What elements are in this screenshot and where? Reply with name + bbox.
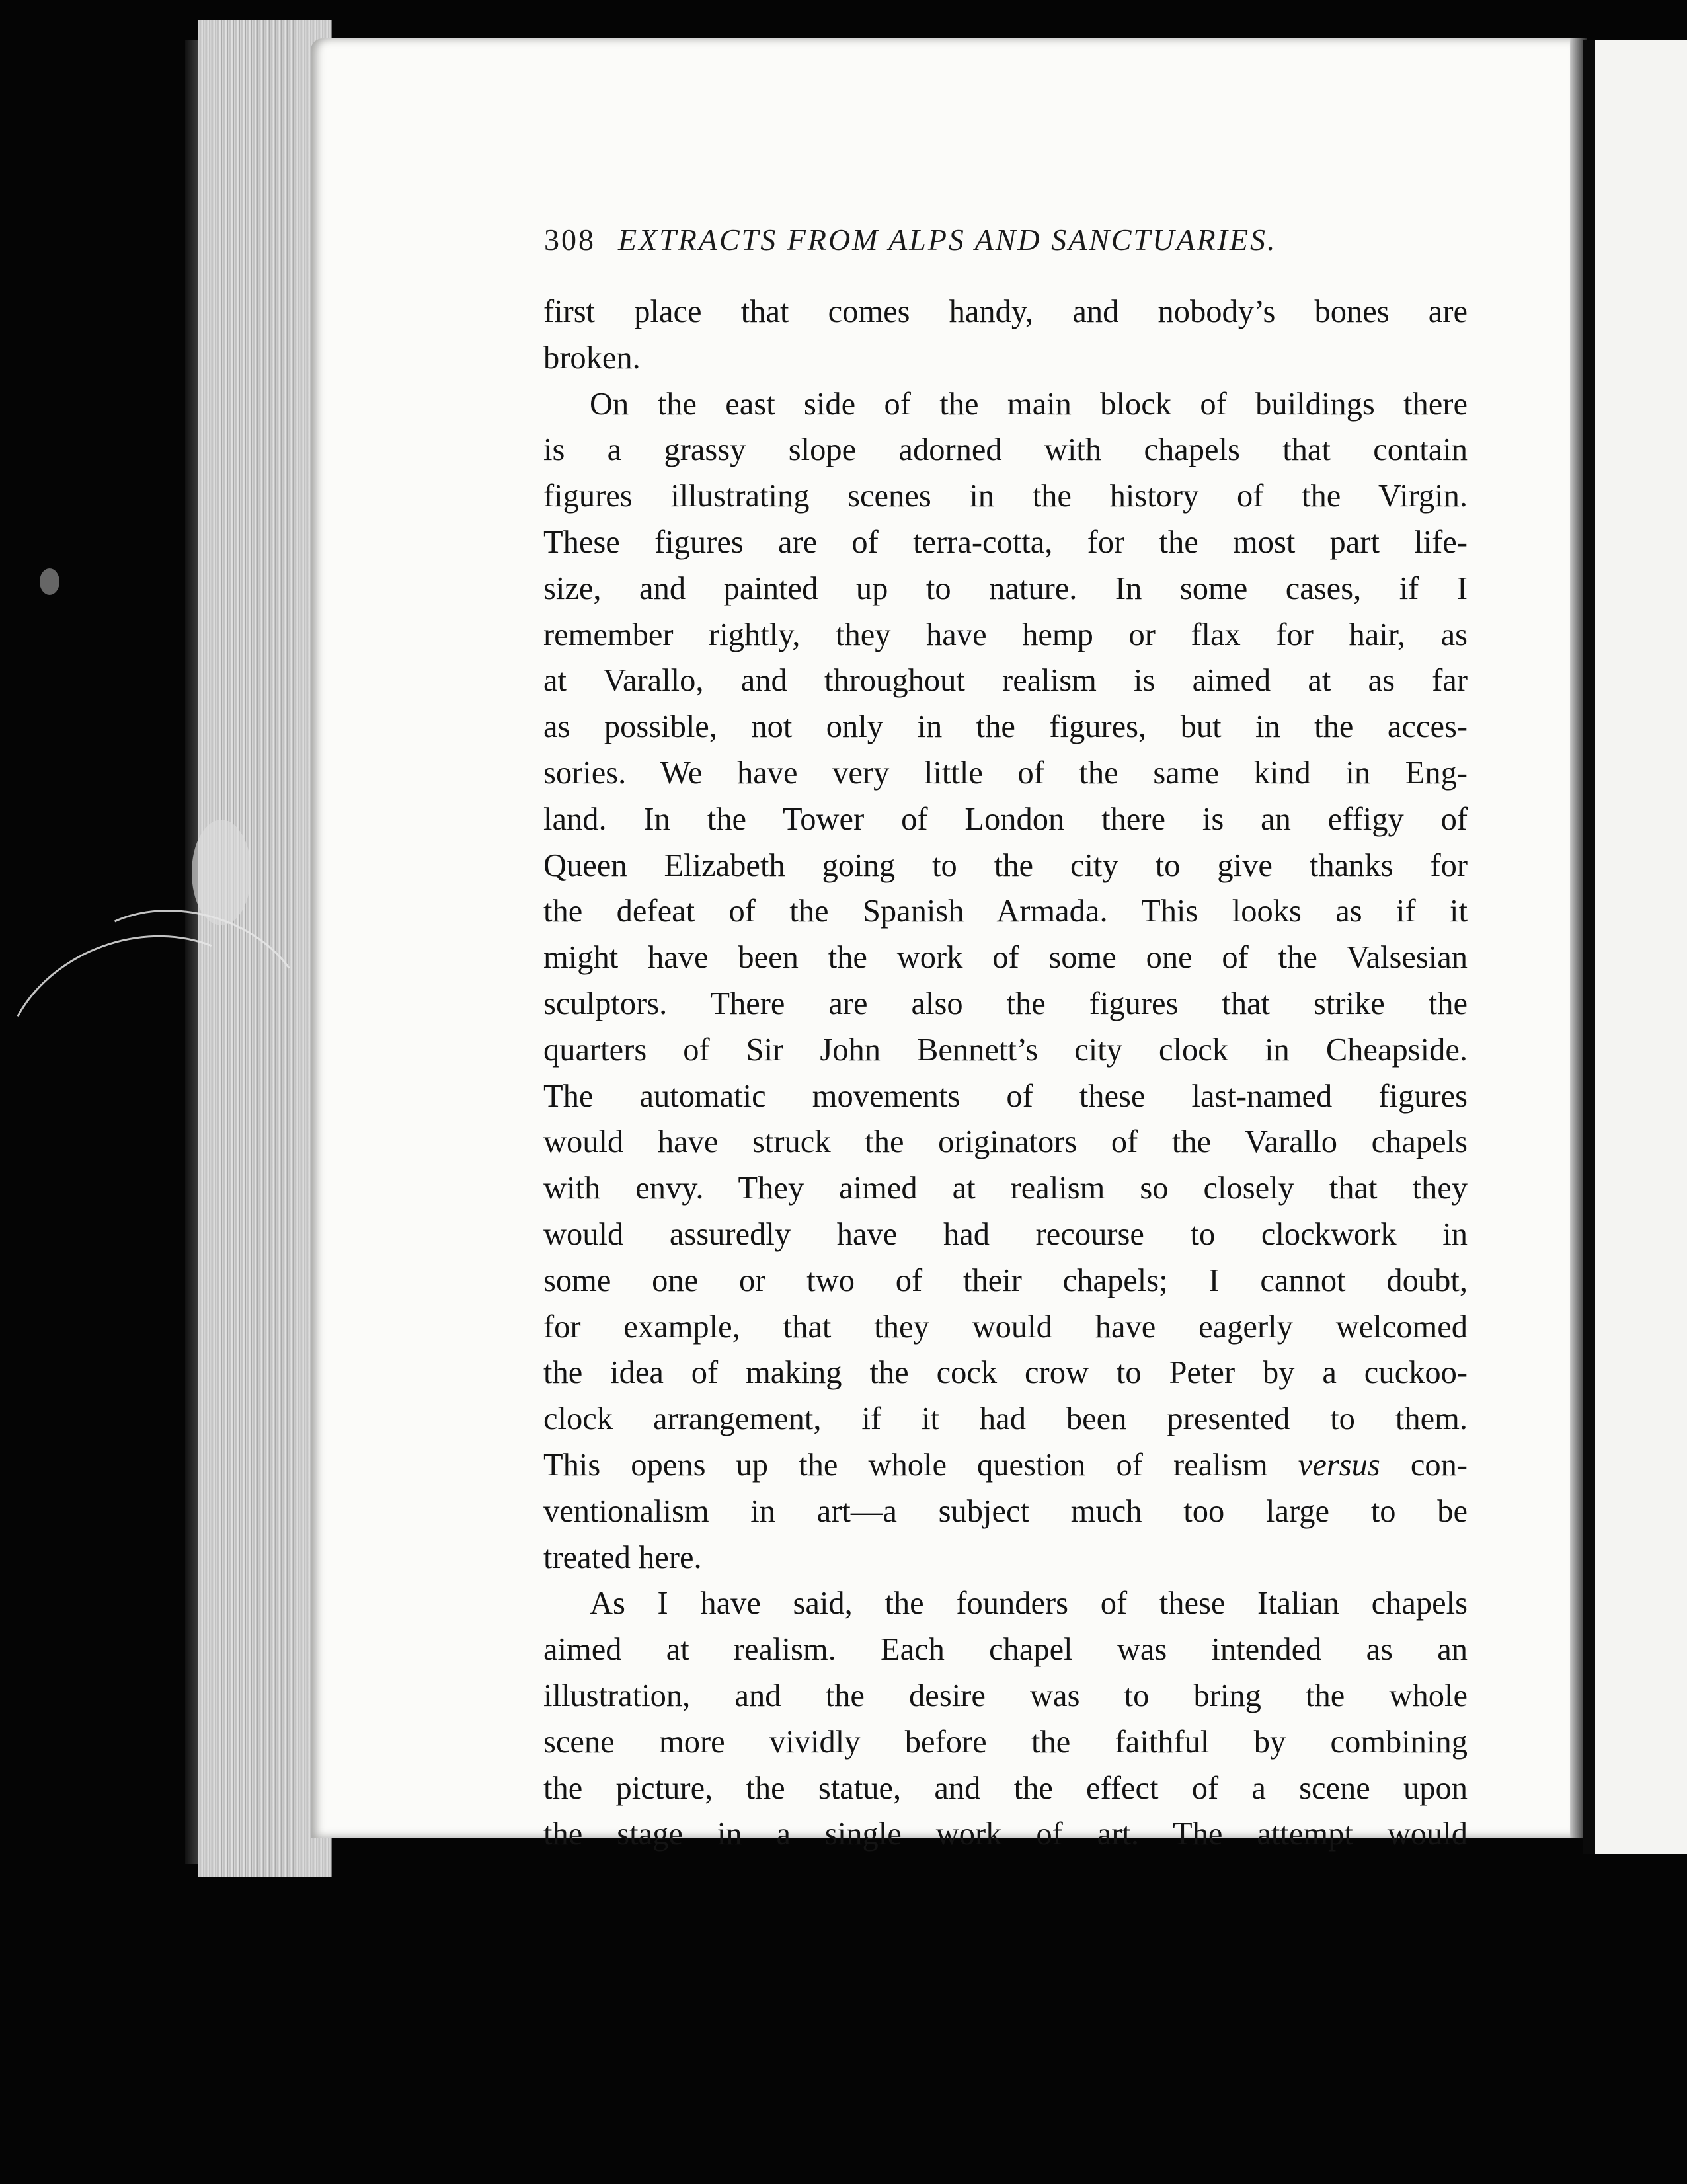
body-text bbox=[543, 289, 1468, 1857]
text-line: ventionalism in art—a subject much too large to be bbox=[543, 1493, 1468, 1529]
text-line: The automatic movements of these last-named figures bbox=[543, 1078, 1468, 1114]
text-line: clock arrangement, if it had been presented to them. bbox=[543, 1401, 1468, 1437]
text-line: would have struck the originators of the Varallo chapels bbox=[543, 1124, 1468, 1160]
paper-stain bbox=[192, 820, 251, 925]
paper-stain bbox=[40, 568, 59, 595]
text-line: scene more vividly before the faithful by combining bbox=[543, 1724, 1468, 1760]
text-line-with-italic bbox=[543, 1442, 1468, 1489]
text-line: land. In the Tower of London there is an effigy of bbox=[543, 801, 1468, 837]
text-line: quarters of Sir John Bennett’s city clock in Cheapside. bbox=[543, 1032, 1468, 1068]
text-line: figures illustrating scenes in the history of the Virgin. bbox=[543, 479, 1468, 514]
text-line: sories. We have very little of the same kind in Eng- bbox=[543, 755, 1468, 791]
text-line: at Varallo, and throughout realism is aimed at as far bbox=[543, 663, 1468, 699]
text-line: remember rightly, they have hemp or flax for hair, as bbox=[543, 617, 1468, 652]
text-line: some one or two of their chapels; I cannot doubt, bbox=[543, 1263, 1468, 1298]
text-line: is a grassy slope adorned with chapels that contain bbox=[543, 432, 1468, 468]
text-line: sculptors. There are also the figures that strike the bbox=[543, 986, 1468, 1021]
text-line: broken. bbox=[543, 340, 641, 375]
text-segment: con- bbox=[1380, 1447, 1468, 1483]
text-line: aimed at realism. Each chapel was intended as an bbox=[543, 1632, 1468, 1668]
text-line: might have been the work of some one of the Valsesian bbox=[543, 940, 1468, 976]
text-line: for example, that they would have eagerly welcomed bbox=[543, 1309, 1468, 1345]
text-line: treated here. bbox=[543, 1540, 702, 1575]
italic-word: versus bbox=[1298, 1447, 1380, 1483]
text-line: illustration, and the desire was to bring the whole bbox=[543, 1678, 1468, 1713]
facing-page-edge bbox=[1583, 40, 1687, 1854]
text-line: the stage in a single work of art. The attempt would bbox=[543, 1816, 1468, 1852]
text-line: These figures are of terra-cotta, for the most part life- bbox=[543, 524, 1468, 560]
running-head-title: EXTRACTS FROM ALPS AND SANCTUARIES. bbox=[618, 223, 1277, 256]
running-head bbox=[544, 222, 1470, 257]
page-number: 308 bbox=[544, 223, 596, 256]
text-line: first place that comes handy, and nobody’s bones are bbox=[543, 294, 1468, 329]
text-line: as possible, not only in the figures, but in the acces- bbox=[543, 709, 1468, 745]
text-line: the defeat of the Spanish Armada. This looks as if it bbox=[543, 894, 1468, 929]
text-line: On the east side of the main block of buildings there bbox=[590, 386, 1468, 422]
text-line: Queen Elizabeth going to the city to give thanks for bbox=[543, 847, 1468, 883]
text-line: with envy. They aimed at realism so closely that they bbox=[543, 1171, 1468, 1206]
text-line: As I have said, the founders of these Italian chapels bbox=[590, 1586, 1468, 1621]
text-segment: This opens up the whole question of realism bbox=[543, 1447, 1298, 1483]
text-line: the idea of making the cock crow to Peter by a cuckoo- bbox=[543, 1355, 1468, 1391]
text-line: the picture, the statue, and the effect of a scene upon bbox=[543, 1770, 1468, 1806]
text-line: size, and painted up to nature. In some cases, if I bbox=[543, 570, 1468, 606]
text-line: would assuredly have had recourse to clockwork in bbox=[543, 1216, 1468, 1252]
